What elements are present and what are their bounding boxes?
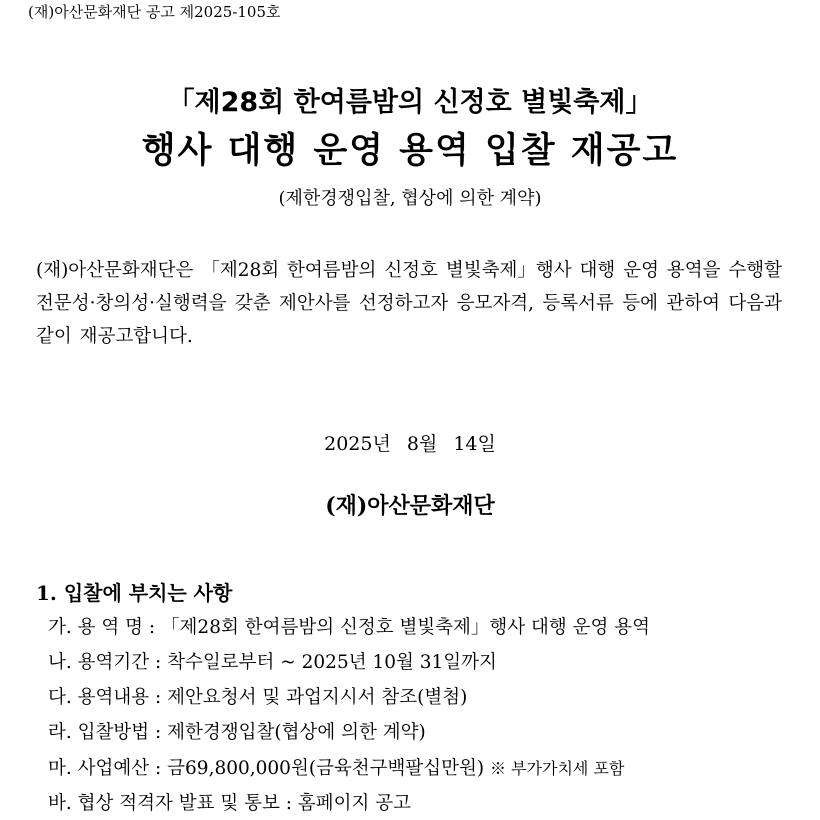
page-title: 행사 대행 운영 용역 입찰 재공고 bbox=[141, 131, 679, 171]
item-prefix: 마. bbox=[48, 758, 72, 779]
intro-paragraph: (재)아산문화재단은 「제28회 한여름밤의 신정호 별빛축제」행사 대행 운영 용역을 수행할 전문성·창의성·실행력을 갖춘 제안사를 선정하고자 응모자격, 등록서류 등에 관하여 다음과 같이 재공고합니다. bbox=[36, 260, 782, 347]
separator: : bbox=[155, 687, 162, 708]
separator: : bbox=[148, 617, 156, 638]
list-item bbox=[48, 649, 808, 677]
item-value: 「제28회 한여름밤의 신정호 별빛축제」행사 대행 운영 용역 bbox=[161, 617, 651, 638]
separator: : bbox=[155, 722, 162, 743]
separator: : bbox=[285, 793, 293, 814]
notice-date: 2025년 8월 14일 bbox=[324, 433, 496, 455]
section-title: 1. 입찰에 부치는 사항 bbox=[36, 581, 233, 605]
organization-name: (재)아산문화재단 bbox=[325, 493, 495, 519]
item-label: 용 역 명 bbox=[77, 617, 144, 638]
contract-type-subtitle: (제한경쟁입찰, 협상에 의한 계약) bbox=[278, 188, 542, 209]
item-value: 제한경쟁입찰(협상에 의한 계약) bbox=[167, 722, 426, 743]
item-prefix: 라. bbox=[48, 722, 72, 743]
item-prefix: 바. bbox=[48, 793, 72, 814]
list-item bbox=[48, 719, 808, 747]
item-value: 금69,800,000원(금육천구백팔십만원) bbox=[167, 758, 485, 779]
item-value: 착수일로부터 ~ 2025년 10월 31일까지 bbox=[167, 652, 497, 673]
item-value: 홈페이지 공고 bbox=[297, 793, 412, 814]
item-label: 용역기간 bbox=[77, 652, 150, 673]
item-label: 용역내용 bbox=[77, 687, 150, 708]
list-item bbox=[48, 755, 808, 783]
item-label: 입찰방법 bbox=[77, 722, 150, 743]
list-item bbox=[48, 684, 808, 712]
item-prefix: 가. bbox=[48, 617, 72, 638]
notice-number: (재)아산문화재단 공고 제2025-105호 bbox=[28, 3, 281, 21]
list-item bbox=[48, 790, 808, 818]
separator: : bbox=[155, 758, 162, 779]
item-label: 협상 적격자 발표 및 통보 bbox=[77, 793, 280, 814]
vat-note: ※ 부가가치세 포함 bbox=[490, 759, 625, 778]
item-prefix: 나. bbox=[48, 652, 72, 673]
item-label: 사업예산 bbox=[77, 758, 150, 779]
item-value: 제안요청서 및 과업지시서 참조(별첨) bbox=[167, 687, 468, 708]
item-prefix: 다. bbox=[48, 687, 72, 708]
separator: : bbox=[155, 652, 162, 673]
list-item bbox=[48, 614, 808, 642]
event-title: 「제28회 한여름밤의 신정호 별빛축제」 bbox=[167, 87, 653, 118]
